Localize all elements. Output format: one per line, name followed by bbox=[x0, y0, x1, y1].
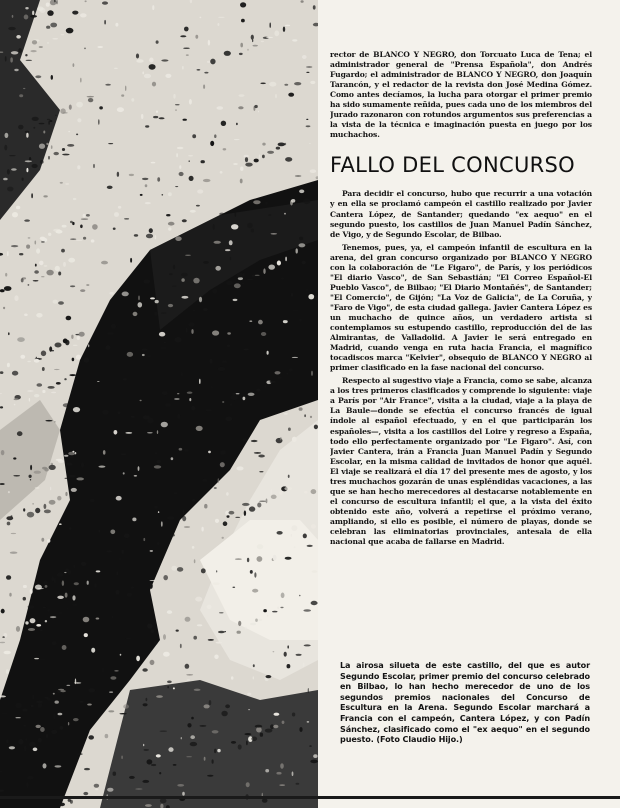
photo-caption: La airosa silueta de este castillo, del que es autor Segundo Escolar, primer premio del concurso celebrado en Bilbao, lo han hecho merecedor de uno de los segundos premios nacionales del Concurso de Escultura en la Arena. Segundo Escolar marchará a Francia con el campeón, Cantera López, y con Padín Sánchez, clasificado como el "ex aequo" en el segundo puesto. (Foto Claudio Hijo.) bbox=[340, 660, 590, 745]
section-heading: FALLO DEL CONCURSO bbox=[330, 153, 575, 178]
paragraph-1: Para decidir el concurso, hubo que recurrir a una votación y en ella se proclamó campeón el castillo realizado por Javier Cantera López, de Santander; quedando "ex aequo" en el segundo puesto, los castillos de Juan Manuel Padín Sánchez, de Vigo, y de Segundo Escolar, de Bilbao. bbox=[330, 189, 592, 239]
page-bottom-rule bbox=[0, 796, 620, 799]
paragraph-2: Tenemos, pues, ya, el campeón infantil de escultura en la arena, del gran concurso organizado por BLANCO Y NEGRO con la colaboración de "Le Figaro", de París, y los periódicos "El diario Vasco", de San Sebastián; "El Correo Español-El Pueblo Vasco", de Bilbao; "El Diario Montañés", de Santander; "El Comercio", de Gijón; "La Voz de Galicia", de La Coruña, y "Faro de Vigo", de esta ciudad gallega. Javier Cantera López es un muchacho de quince años, un verdadero artista si contemplamos su estupendo castillo, reproducción del de las Almirantas, de Valladolid. A Javier le será entregado en Madrid, cuando venga en ruta hacia Francia, el magnífico tocadiscos marca "Kelvier", obsequio de BLANCO Y NEGRO al primer clasificado en la fase nacional del concurso. bbox=[330, 242, 592, 373]
intro-paragraph: rector de BLANCO Y NEGRO, don Torcuato Luca de Tena; el administrador general de "Prensa Española", don Andrés Fugardo; el administrador de BLANCO Y NEGRO, don Joaquín Tarancón, y el redactor de la revista don José Medina Gómez. Como antes decíamos, la lucha para otorgar el primer premio ha sido sumamente reñida, pues cada uno de los miembros del Jurado razonaron con rotundos argumentos sus preferencias a la vista de la técnica e imaginación puesta en juego por los muchachos. bbox=[330, 50, 592, 140]
paragraph-3: Respecto al sugestivo viaje a Francia, como se sabe, alcanza a los tres primeros clasificados y comprende lo siguiente: viaje a París por "Air France", visita a la ciudad, viaje a la playa de La Baule—donde se efectúa el concurso francés de igual índole al español efectuado, y en el que participarán los españoles—, visita a los castillos del Loire y regreso a España, todo ello perfectamente organizado por "Le Figaro". Así, con Javier Cantera, irán a Francia Juan Manuel Padín y Segundo Escolar, en la misma calidad de invitados de honor que aquél. El viaje se realizará el día 17 del presente mes de agosto, y los tres muchachos gozarán de unas espléndidas vacaciones, a las que se han hecho merecedores al destacarse notablemente en el concurso de escultura infantil; el que, a la vista del éxito obtenido este año, volverá a repetirse el próximo verano, ampliando, si ello es posible, el número de playas, donde se celebran las eliminatorias provinciales, antesala de ella nacional que acaba de fallarse en Madrid. bbox=[330, 376, 592, 547]
